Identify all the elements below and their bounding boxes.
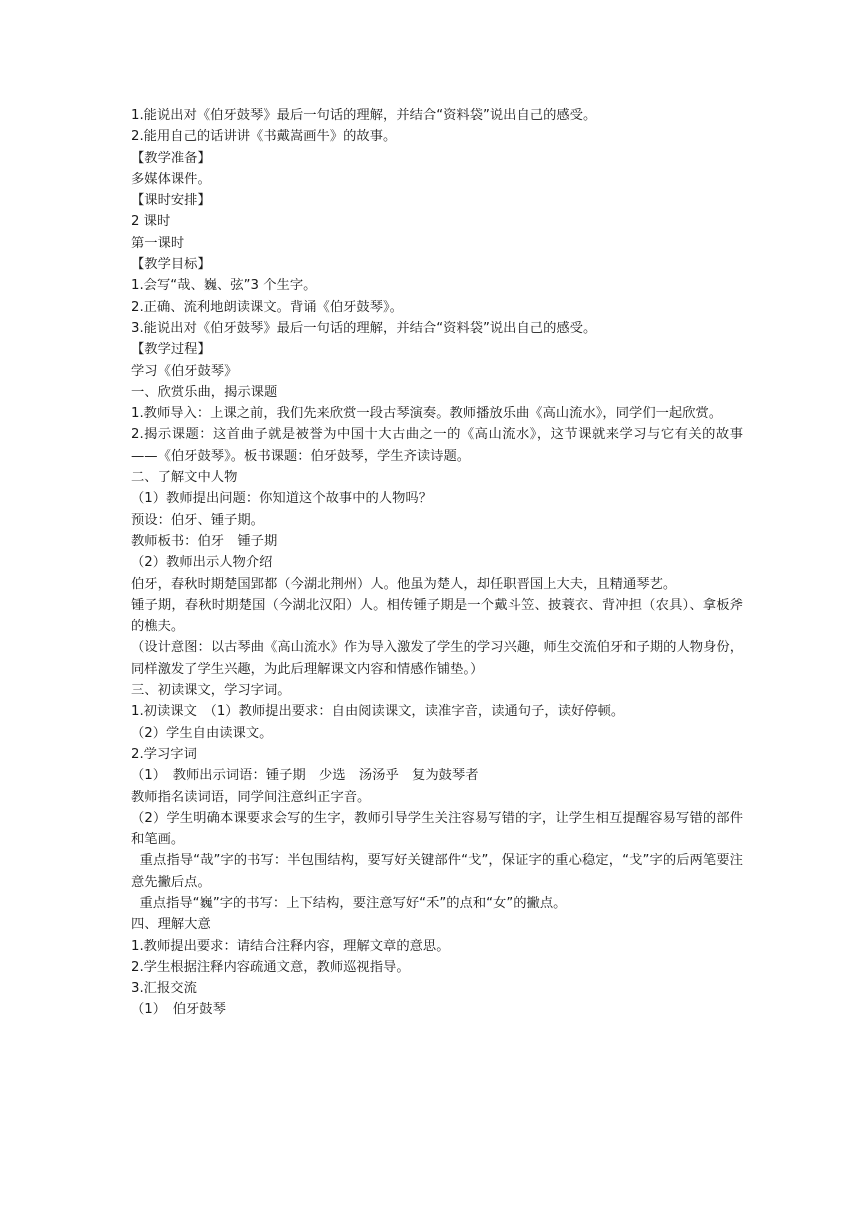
- read-words-line: 教师指名读词语，同学间注意纠正字音。: [131, 789, 371, 805]
- blackboard-line: 教师板书：伯牙 锺子期: [131, 533, 278, 549]
- section-heading-1: 一、欣赏乐曲，揭示课题: [131, 384, 278, 400]
- preparation-text: 多媒体课件。: [131, 171, 211, 187]
- paragraph-design-intent: （设计意图：以古琴曲《高山流水》作为导入激发了学生的学习兴趣，师生交流伯牙和子期的人物身份，同样激发了学生兴趣，为此后理解课文内容和情感作铺垫。）: [131, 640, 743, 677]
- goal-line-1: 1.会写“哉、巍、弦”3 个生字。: [131, 278, 317, 294]
- paragraph-guide-wei: 重点指导“巍”字的书写：上下结构，要注意写好“禾”的点和“女”的撇点。: [131, 895, 567, 911]
- lesson-subtitle: 学习《伯牙鼓琴》: [131, 363, 238, 379]
- class-hours-text: 2 课时: [131, 214, 171, 230]
- paragraph-write-characters: （2）学生明确本课要求会写的生字，教师引导学生关注容易写错的字，让学生相互提醒容易写错的部件和笔画。: [131, 810, 743, 848]
- free-reading-line: （2）学生自由读课文。: [131, 725, 273, 741]
- objective-line-2: 2.能用自己的话讲讲《书戴嵩画牛》的故事。: [131, 129, 397, 145]
- heading-teaching-goals: 【教学目标】: [131, 257, 211, 273]
- paragraph-guide-zai: 重点指导“哉”字的书写：半包围结构，要写好关键部件“戈”，保证字的重心稳定，“戈”字的后两笔要注意先撇后点。: [131, 853, 743, 890]
- preset-answer-line: 预设：伯牙、锺子期。: [131, 512, 264, 528]
- heading-class-arrangement: 【课时安排】: [131, 193, 211, 209]
- question-line: （1）教师提出问题：你知道这个故事中的人物吗？: [131, 491, 432, 507]
- goal-line-2: 2.正确、流利地朗读课文。背诵《伯牙鼓琴》。: [131, 299, 403, 315]
- section-heading-2: 二、了解文中人物: [131, 470, 238, 486]
- heading-teaching-preparation: 【教学准备】: [131, 150, 211, 166]
- character-intro-line: （2）教师出示人物介绍: [131, 555, 273, 571]
- paragraph-teacher-intro: 1.教师导入：上课之前，我们先来欣赏一段古琴演奏。教师播放乐曲《高山流水》，同学们一起欣赏。: [131, 406, 723, 422]
- paragraph-boya: 伯牙，春秋时期楚国郢都（今湖北荆州）人。他虽为楚人，却任职晋国上大夫，且精通琴艺。: [131, 576, 677, 592]
- goal-line-3: 3.能说出对《伯牙鼓琴》最后一句话的理解，并结合“资料袋”说出自己的感受。: [131, 320, 597, 336]
- section-heading-3: 三、初读课文，学习字词。: [131, 683, 291, 699]
- paragraph-reveal-title: 2.揭示课题：这首曲子就是被誉为中国十大古曲之一的《高山流水》，这节课就来学习与它有关的故事——《伯牙鼓琴》。板书课题：伯牙鼓琴，学生齐读诗题。: [131, 427, 743, 464]
- first-lesson-title: 第一课时: [131, 235, 185, 251]
- word-list-line: （1） 教师出示词语：锺子期 少选 汤汤乎 复为鼓琴者: [131, 768, 479, 784]
- section-heading-4: 四、理解大意: [131, 917, 211, 933]
- objective-line-1: 1.能说出对《伯牙鼓琴》最后一句话的理解，并结合“资料袋”说出自己的感受。: [131, 108, 597, 123]
- learn-words-line: 2.学习字词: [131, 746, 197, 762]
- understand-step-2: 2.学生根据注释内容疏通文意，教师巡视指导。: [131, 959, 410, 975]
- understand-step-3: 3.汇报交流: [131, 981, 197, 997]
- heading-teaching-process: 【教学过程】: [131, 342, 211, 358]
- understand-step-1: 1.教师提出要求：请结合注释内容，理解文章的意思。: [131, 938, 450, 954]
- report-item-1: （1） 伯牙鼓琴: [131, 1002, 226, 1018]
- document-body: [131, 105, 743, 1021]
- first-reading-line: 1.初读课文 （1）教师提出要求：自由阅读课文，读准字音，读通句子，读好停顿。: [131, 704, 625, 720]
- paragraph-zhongziqi: 锺子期，春秋时期楚国（今湖北汉阳）人。相传锺子期是一个戴斗笠、披蓑衣、背冲担（农具）、拿板斧的樵夫。: [131, 597, 743, 635]
